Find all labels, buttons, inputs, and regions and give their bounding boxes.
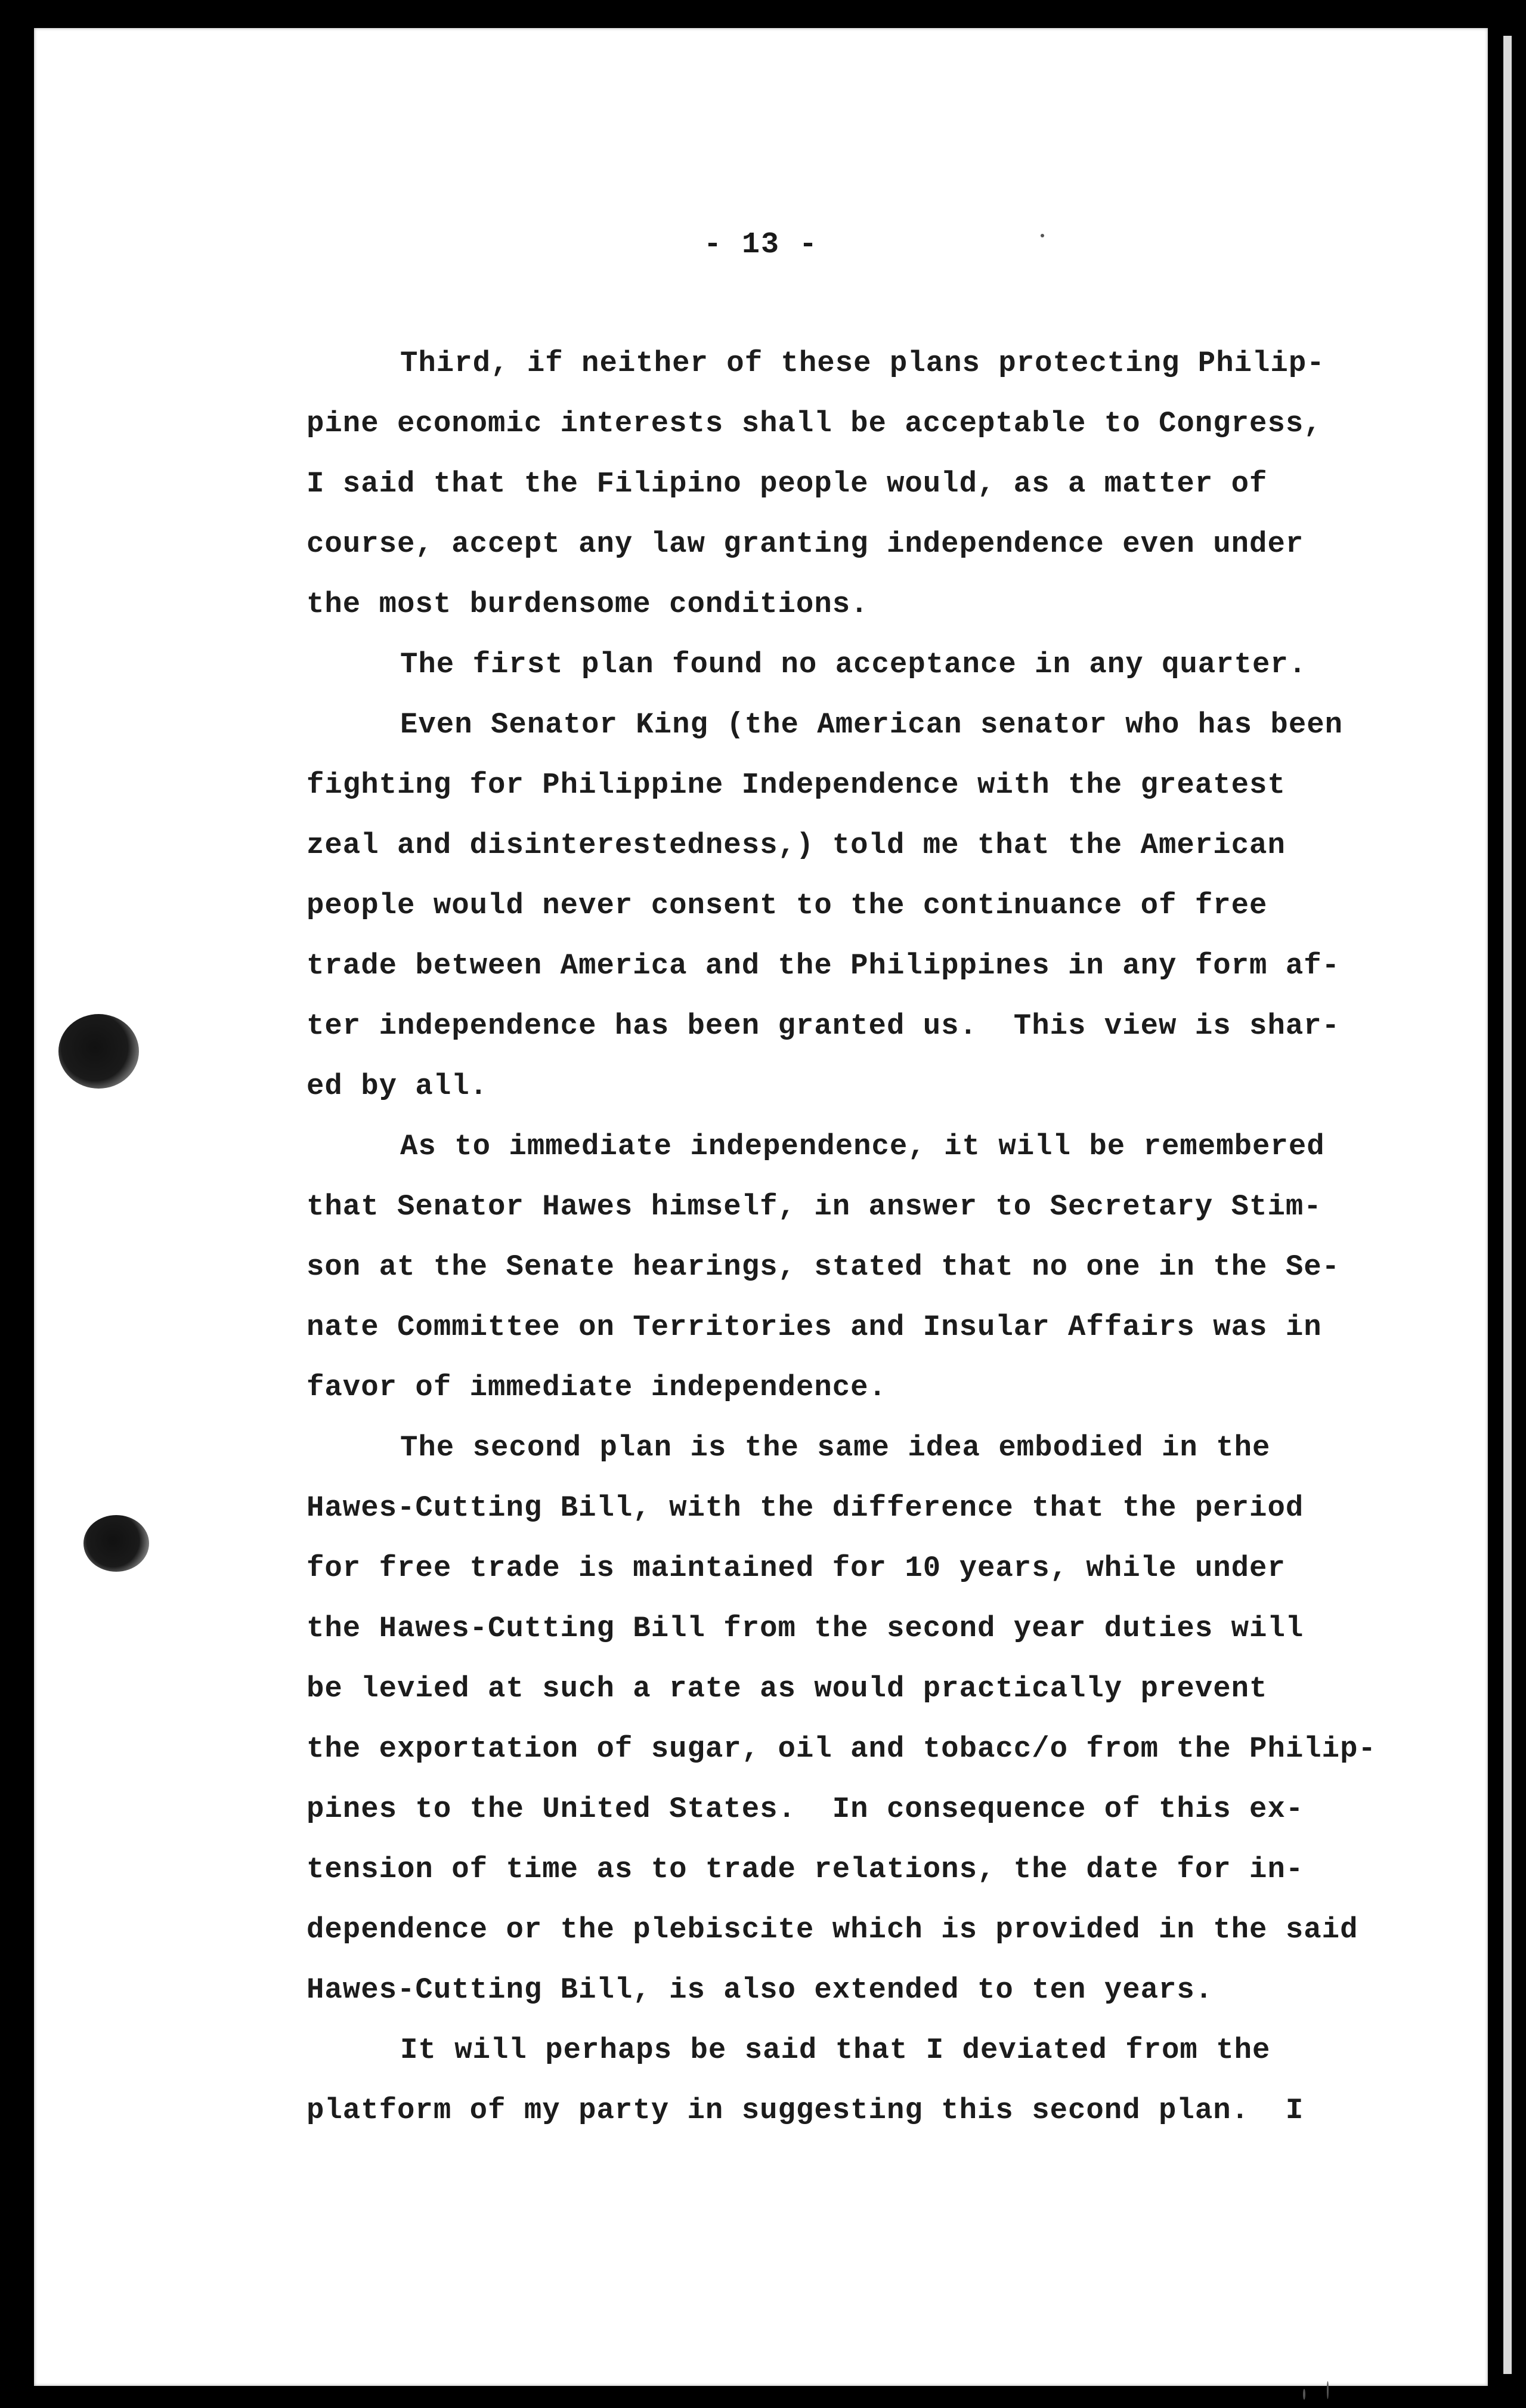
text-line: for free trade is maintained for 10 years, while under — [307, 1551, 1286, 1585]
text-line: The first plan found no acceptance in any quarter. — [400, 648, 1307, 681]
text-line: son at the Senate hearings, stated that no one in the Se- — [307, 1250, 1341, 1284]
text-line: course, accept any law granting independence even under — [307, 527, 1304, 561]
text-line: people would never consent to the continuance of free — [307, 889, 1268, 922]
scan-frame-edge — [1500, 0, 1526, 2408]
paper-speck — [1041, 234, 1044, 237]
text-line: Third, if neither of these plans protecting Philip- — [400, 347, 1325, 380]
text-line: ter independence has been granted us. This view is shar- — [307, 1009, 1341, 1043]
text-line: pine economic interests shall be acceptable to Congress, — [307, 407, 1322, 440]
text-line: the most burdensome conditions. — [307, 588, 869, 621]
text-line: dependence or the plebiscite which is provided in the said — [307, 1913, 1358, 1946]
text-line: that Senator Hawes himself, in answer to Secretary Stim- — [307, 1190, 1322, 1223]
text-line: Hawes-Cutting Bill, with the difference that the period — [307, 1491, 1304, 1525]
document-page — [34, 28, 1488, 2386]
body-text — [307, 333, 1440, 2141]
text-line: I said that the Filipino people would, as a matter of — [307, 467, 1268, 500]
text-line: Hawes-Cutting Bill, is also extended to ten years. — [307, 1973, 1214, 2007]
text-line: trade between America and the Philippines in any form af- — [307, 949, 1341, 982]
text-line: favor of immediate independence. — [307, 1371, 887, 1404]
text-line: As to immediate independence, it will be remembered — [400, 1130, 1325, 1163]
text-line: nate Committee on Territories and Insular Affairs was in — [307, 1310, 1322, 1344]
text-line: be levied at such a rate as would practically prevent — [307, 1672, 1268, 1705]
text-line: ed by all. — [307, 1069, 488, 1103]
text-line: It will perhaps be said that I deviated from the — [400, 2033, 1271, 2067]
paper-speck — [1327, 2381, 1329, 2399]
text-line: tension of time as to trade relations, the date for in- — [307, 1853, 1304, 1886]
text-line: pines to the United States. In consequence of this ex- — [307, 1792, 1304, 1826]
ink-blot-mark — [58, 1014, 139, 1089]
text-line: zeal and disinterestedness,) told me that the American — [307, 829, 1286, 862]
text-line: fighting for Philippine Independence with the greatest — [307, 768, 1286, 802]
page-edge-strip — [1503, 36, 1512, 2374]
paper-speck — [1303, 2389, 1305, 2400]
text-line: the exportation of sugar, oil and tobacc/o from the Philip- — [307, 1732, 1376, 1766]
text-line: Even Senator King (the American senator who has been — [400, 708, 1344, 741]
text-line: the Hawes-Cutting Bill from the second year duties will — [307, 1612, 1304, 1645]
text-line: The second plan is the same idea embodied in the — [400, 1431, 1271, 1464]
page-number: - 13 - — [703, 228, 819, 262]
ink-blot-mark — [83, 1515, 149, 1572]
text-line: platform of my party in suggesting this second plan. I — [307, 2094, 1304, 2127]
